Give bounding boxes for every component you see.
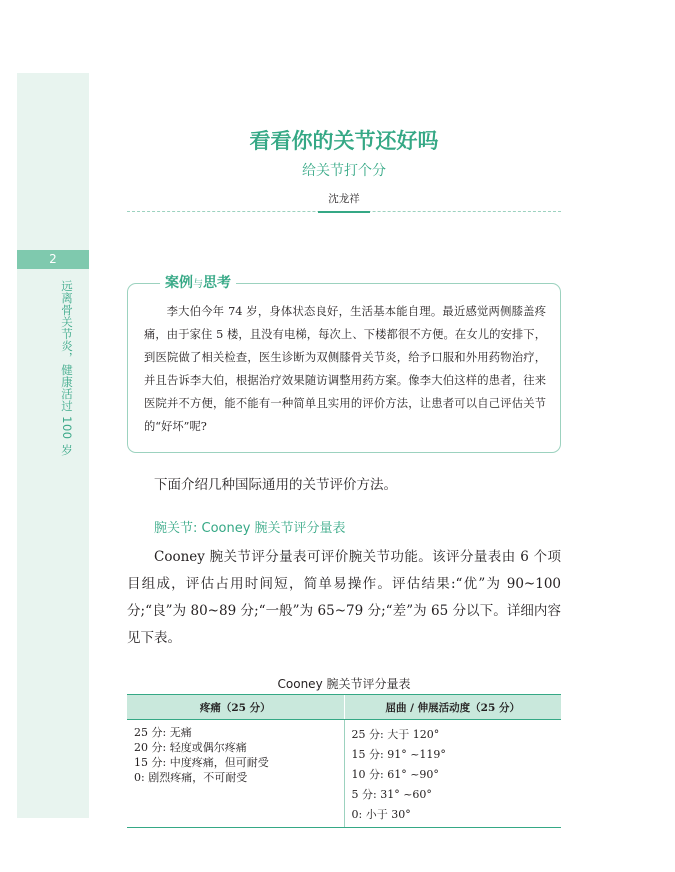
pain-item: 20 分: 轻度或偶尔疼痛	[134, 741, 247, 754]
intro-paragraph: 下面介绍几种国际通用的关节评价方法。	[154, 477, 397, 493]
title-divider-accent	[318, 211, 370, 213]
page-subtitle: 给关节打个分	[302, 163, 386, 179]
page-number: 2	[17, 250, 89, 269]
author-name: 沈龙祥	[328, 193, 360, 205]
pain-item: 15 分: 中度疼痛，但可耐受	[134, 756, 269, 769]
case-title-b: 思考	[203, 275, 231, 291]
pain-cell	[127, 720, 344, 828]
flexion-item: 15 分: 91° ~119°	[351, 748, 446, 761]
case-paragraph: 李大伯今年 74 岁，身体状态良好，生活基本能自理。最近感觉两侧膝盖疼痛，由于家住 5 楼，且没有电梯，每次上、下楼都很不方便。在女儿的安排下，到医院做了相关检查，医生诊断为双侧膝骨关节炎，给予口服和外用药物治疗，并且告诉李大伯，根据治疗效果随访调整用药方案。像李大伯这样的患者，往来医院并不方便，能不能有一种简单且实用的评价方法，让患者可以自己评估关节的“好坏”呢?	[144, 305, 546, 433]
case-body	[144, 300, 546, 438]
cooney-score-table	[127, 694, 561, 828]
section-paragraph: Cooney 腕关节评分量表可评价腕关节功能。该评分量表由 6 个项目组成，评估占用时间短，简单易操作。评估结果:“优”为 90~100 分;“良”为 80~89 分;“一般”为 65~79 分;“差”为 65 分以下。详细内容见下表。	[127, 549, 561, 646]
case-box-title	[160, 272, 236, 292]
table-row	[127, 720, 561, 828]
running-title: 远离骨关节炎，健康活过 100 岁	[60, 280, 74, 456]
flexion-item: 10 分: 61° ~90°	[351, 768, 439, 781]
sidebar-strip	[17, 73, 89, 818]
flexion-item: 0: 小于 30°	[351, 808, 411, 821]
case-title-connector: 与	[193, 279, 203, 290]
table-header-flexion: 屈曲 / 伸展活动度（25 分）	[344, 695, 561, 720]
table-caption: Cooney 腕关节评分量表	[277, 677, 411, 691]
case-title-a: 案例	[165, 275, 193, 291]
flexion-cell	[344, 720, 561, 828]
page-title: 看看你的关节还好吗	[249, 129, 439, 153]
section-heading: 腕关节: Cooney 腕关节评分量表	[154, 521, 346, 536]
pain-item: 25 分: 无痛	[134, 726, 192, 739]
section-body	[127, 544, 561, 652]
flexion-item: 5 分: 31° ~60°	[351, 788, 432, 801]
flexion-item: 25 分: 大于 120°	[351, 728, 440, 741]
table-header-pain: 疼痛（25 分）	[127, 695, 344, 720]
pain-item: 0: 剧烈疼痛，不可耐受	[134, 771, 248, 784]
